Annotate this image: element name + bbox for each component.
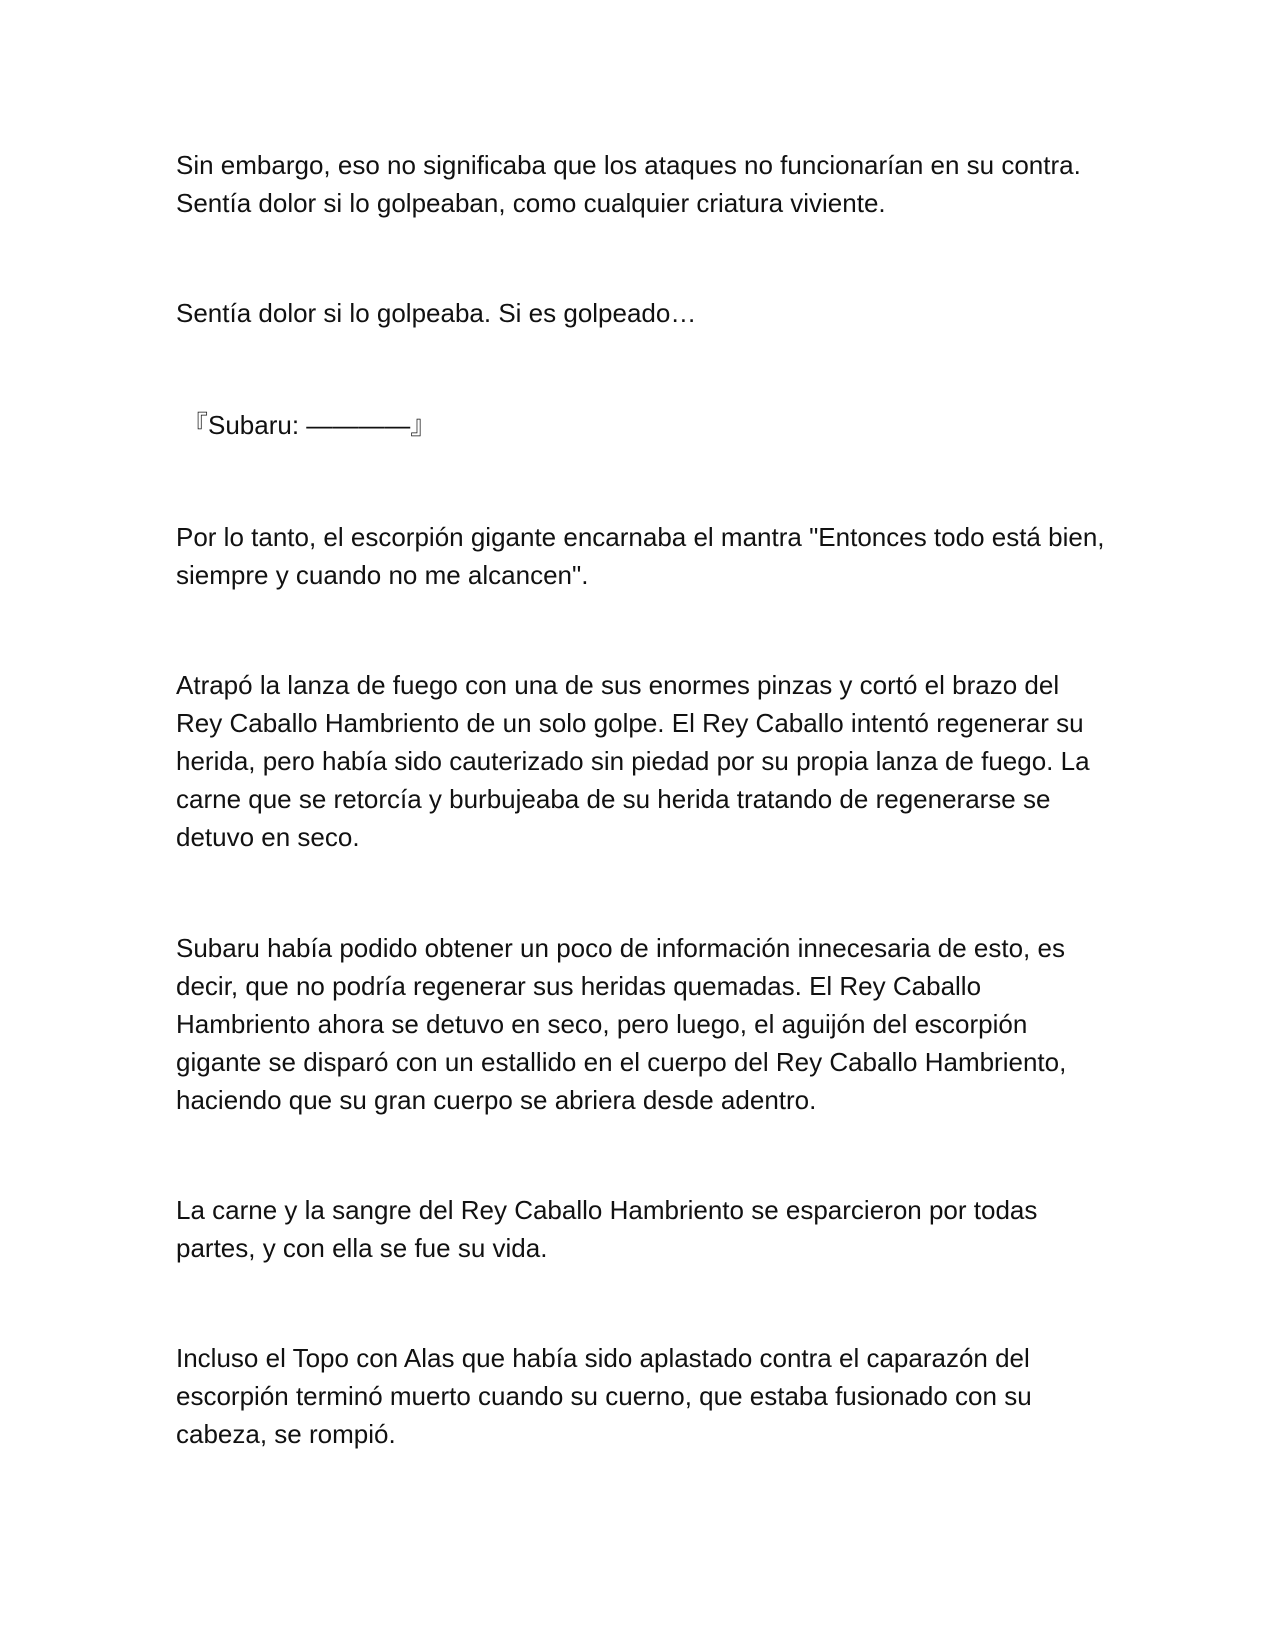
paragraph-1: Sin embargo, eso no significaba que los ataques no funcionarían en su contra. Sentía dolor si lo golpeaban, como cualquier criatura viviente. — [176, 150, 1081, 218]
paragraph-8: Incluso el Topo con Alas que había sido aplastado contra el caparazón del escorpión terminó muerto cuando su cuerno, que estaba fusionado con su cabeza, se rompió. — [176, 1343, 1032, 1449]
paragraph-6: Subaru había podido obtener un poco de información innecesaria de esto, es decir, que no podría regenerar sus heridas quemadas. El Rey Caballo Hambriento ahora se detuvo en seco, pero luego, el aguijón del escorpión gigante se disparó con un estallido en el cuerpo del Rey Caballo Hambriento, haciendo que su gran cuerpo se abriera desde adentro. — [176, 933, 1067, 1115]
paragraph-7: La carne y la sangre del Rey Caballo Hambriento se esparcieron por todas partes, y con ella se fue su vida. — [176, 1195, 1038, 1263]
paragraph-4: Por lo tanto, el escorpión gigante encarnaba el mantra "Entonces todo está bien, siempre y cuando no me alcancen". — [176, 522, 1105, 590]
paragraph-2: Sentía dolor si lo golpeaba. Si es golpeado… — [176, 298, 697, 328]
dialogue-line: 『Subaru: ————』 — [182, 410, 437, 440]
paragraph-5: Atrapó la lanza de fuego con una de sus enormes pinzas y cortó el brazo del Rey Caballo Hambriento de un solo golpe. El Rey Caballo intentó regenerar su herida, pero había sido cauterizado sin piedad por su propia lanza de fuego. La carne que se retorcía y burbujeaba de su herida tratando de regenerarse se detuvo en seco. — [176, 670, 1090, 852]
